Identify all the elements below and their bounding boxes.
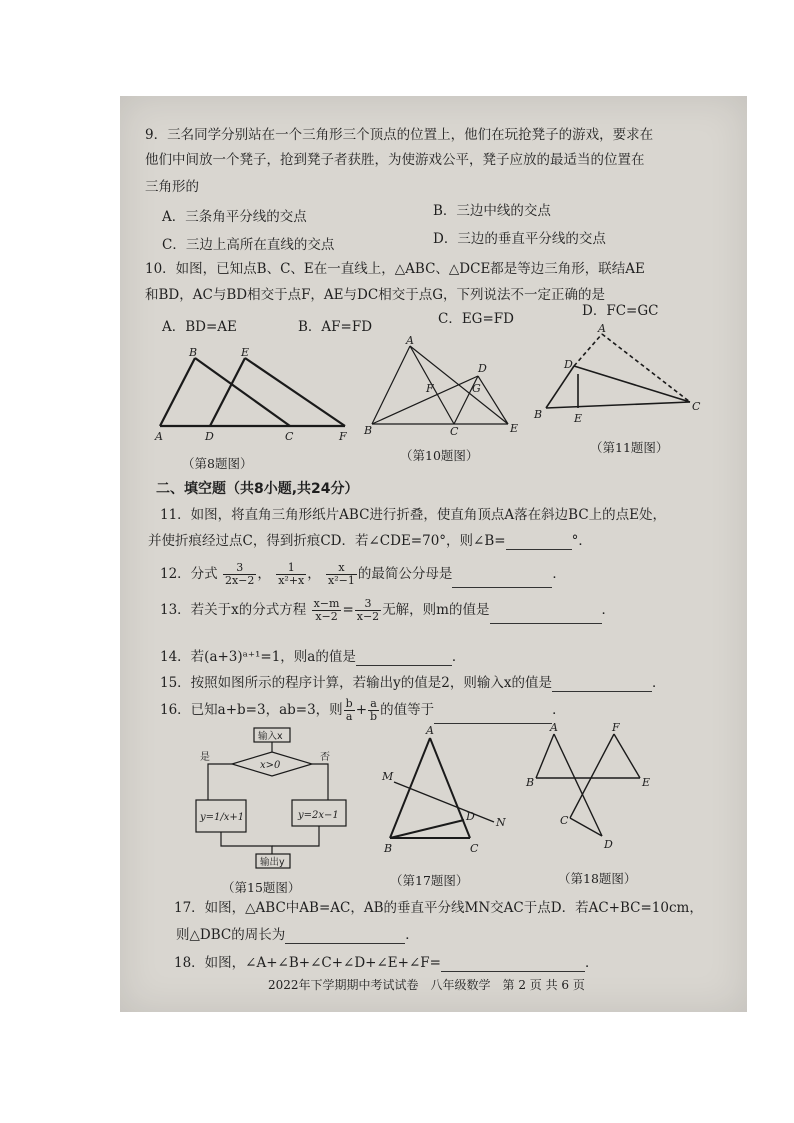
q10-option-c: C．EG=FD (438, 311, 514, 327)
q9-option-c: C．三边上高所在直线的交点 (162, 237, 335, 253)
f11-label-d: D (564, 358, 573, 371)
caption-fig10: （第10题图） (400, 448, 479, 463)
q12 (160, 560, 566, 588)
q12-fraction-1 (223, 562, 256, 587)
q13-f1-num: x−m (313, 597, 340, 610)
q12-f1-den: 2x−2 (224, 574, 255, 587)
f18-label-d: D (604, 838, 613, 851)
q16-plus: + (355, 702, 368, 718)
f17-label-d: D (466, 810, 475, 823)
f10-label-a: A (406, 334, 414, 347)
f17-label-m: M (382, 770, 394, 783)
figure-17 (382, 726, 522, 856)
q12-f2-num: 1 (276, 562, 306, 575)
f18-label-e: E (642, 776, 651, 789)
q12-answer-blank[interactable] (452, 573, 552, 588)
figure-18 (526, 721, 672, 854)
q18-text: 18．如图，∠A+∠B+∠C+∠D+∠E+∠F= (174, 955, 441, 971)
q13-pre: 13．若关于x的分式方程 (160, 602, 307, 618)
q12-sep-2: ， (307, 566, 321, 582)
q15-answer-blank[interactable] (552, 677, 652, 692)
q17-line1: 17．如图，△ABC中AB=AC，AB的垂直平分线MN交AC于点D．若AC+BC=10cm， (174, 900, 703, 916)
f18-label-a: A (550, 721, 558, 734)
q12-fraction-3 (326, 562, 357, 587)
q12-fraction-2 (276, 562, 306, 587)
q11-line1: 11．如图，将直角三角形纸片ABC进行折叠，使直角顶点A落在斜边BC上的点E处， (160, 507, 667, 523)
q9-line1: 9．三名同学分别站在一个三角形三个顶点的位置上，他们在玩抢凳子的游戏，要求在 (145, 127, 654, 143)
q13-post: 无解，则m的值是 (382, 602, 490, 618)
f10-label-g: G (472, 382, 481, 395)
q16-fraction-1 (344, 698, 355, 723)
q13-f1-den: x−2 (315, 610, 338, 623)
f18-label-c: C (560, 814, 569, 827)
q15-text: 15．按照如图所示的程序计算，若输出y的值是2，则输入x的值是 (160, 675, 553, 691)
q11-line2 (148, 532, 592, 550)
f8-label-f: F (339, 430, 347, 443)
f10-label-d: D (478, 362, 487, 375)
q9-option-d: D．三边的垂直平分线的交点 (433, 231, 606, 247)
q12-post: 的最简公分母是 (357, 566, 453, 582)
q12-f3-num: x (326, 562, 357, 575)
q12-f3-den: x²−1 (328, 574, 355, 587)
q9-line3: 三角形的 (145, 179, 199, 195)
caption-fig11: （第11题图） (590, 440, 669, 455)
f8-label-b: B (189, 346, 198, 359)
q13-answer-blank[interactable] (490, 609, 602, 624)
flow-right-formula: y=2x−1 (298, 810, 339, 821)
f11-label-b: B (534, 408, 543, 421)
caption-fig18: （第18题图） (558, 871, 637, 886)
flow-cond: x>0 (260, 760, 281, 771)
f11-label-c: C (692, 400, 701, 413)
q10-line2: 和BD，AC与BD相交于点F，AE与DC相交于点G，下列说法不一定正确的是 (145, 287, 605, 303)
figure-11 (532, 322, 702, 426)
f11-label-a: A (598, 322, 606, 335)
q13-fraction-1 (312, 598, 342, 623)
f17-label-c: C (470, 842, 479, 855)
q15 (160, 674, 666, 692)
f17-label-a: A (426, 724, 434, 737)
q16-f2-num: a (368, 698, 379, 711)
q13-end: ． (601, 602, 615, 618)
flow-input: 输入x (258, 731, 283, 742)
q12-f2-den: x²+x (278, 574, 305, 587)
q16-fraction-2 (368, 698, 379, 723)
section-title: 二、填空题（共8小题,共24分） (156, 481, 359, 497)
q13-f2-num: 3 (355, 598, 381, 611)
f10-label-c: C (450, 425, 459, 438)
exam-page (120, 96, 747, 1012)
caption-fig17: （第17题图） (390, 873, 469, 888)
f17-label-b: B (384, 842, 393, 855)
q13 (160, 596, 615, 624)
f18-label-b: B (526, 776, 535, 789)
q12-sep-1: ， (257, 566, 271, 582)
q17-answer-blank[interactable] (285, 929, 405, 944)
q17-end: ． (405, 927, 419, 943)
flow-left-formula: y=1/x+1 (200, 812, 245, 823)
page-footer: 2022年下学期期中考试试卷 八年级数学 第 2 页 共 6 页 (268, 978, 585, 992)
q16-post: 的值等于 (380, 702, 435, 718)
q10-line1: 10．如图，已知点B、C、E在一直线上，△ABC、△DCE都是等边三角形，联结AE (145, 261, 645, 277)
q17-line2 (176, 926, 419, 944)
f18-label-f: F (612, 721, 620, 734)
q18-end: ． (584, 955, 599, 971)
caption-fig8: （第8题图） (182, 456, 253, 471)
q16-f1-den: a (345, 710, 353, 723)
f8-label-e: E (241, 346, 250, 359)
q18 (174, 954, 598, 972)
q14-text: 14．若(a+3)ᵃ⁺¹=1，则a的值是 (160, 649, 356, 665)
q10-option-a: A．BD=AE (162, 319, 237, 335)
q12-end: ． (552, 566, 566, 582)
figure-8 (155, 346, 355, 441)
f8-label-d: D (205, 430, 214, 443)
caption-fig15: （第15题图） (222, 880, 301, 895)
q13-fraction-2 (355, 598, 381, 623)
flow-output: 输出y (260, 857, 285, 868)
q9-option-b: B．三边中线的交点 (433, 203, 551, 219)
q14 (160, 648, 465, 666)
q17-text: 则△DBC的周长为 (176, 927, 286, 943)
q16-f1-num: b (345, 697, 353, 710)
flowchart-fig15 (192, 726, 362, 876)
q12-pre: 12．分式 (160, 566, 218, 582)
f10-label-b: B (364, 424, 373, 437)
f17-label-n: N (496, 816, 506, 829)
figure-10 (364, 334, 519, 438)
f10-label-e: E (510, 422, 519, 435)
f8-label-a: A (155, 430, 163, 443)
f11-label-e: E (574, 412, 583, 425)
q14-answer-blank[interactable] (356, 651, 452, 666)
q16-f2-den: b (370, 710, 378, 723)
q18-answer-blank[interactable] (441, 957, 585, 972)
q13-eq: = (342, 602, 354, 618)
flow-yes: 是 (200, 752, 210, 763)
q15-end: ． (652, 675, 666, 691)
f8-label-c: C (285, 430, 294, 443)
f10-label-f: F (426, 382, 434, 395)
q16-end: ． (552, 702, 566, 718)
q12-f1-num: 3 (223, 562, 256, 575)
q13-f2-den: x−2 (356, 610, 380, 623)
q9-line2: 他们中间放一个凳子，抢到凳子者获胜，为使游戏公平，凳子应放的最适当的位置在 (145, 152, 645, 168)
q16 (160, 696, 566, 724)
q16-answer-blank[interactable] (434, 709, 552, 724)
q11-text: 并使折痕经过点C，得到折痕CD．若∠CDE=70°，则∠B= (148, 533, 506, 549)
q9-option-a: A．三条角平分线的交点 (162, 209, 307, 225)
q16-pre: 16．已知a+b=3，ab=3，则 (160, 702, 343, 718)
q10-option-d: D．FC=GC (582, 303, 659, 319)
q11-answer-blank[interactable] (506, 535, 572, 550)
flow-no: 否 (320, 752, 330, 763)
q10-option-b: B．AF=FD (298, 319, 373, 335)
q14-end: ． (451, 649, 466, 665)
q11-end: °． (571, 533, 592, 549)
